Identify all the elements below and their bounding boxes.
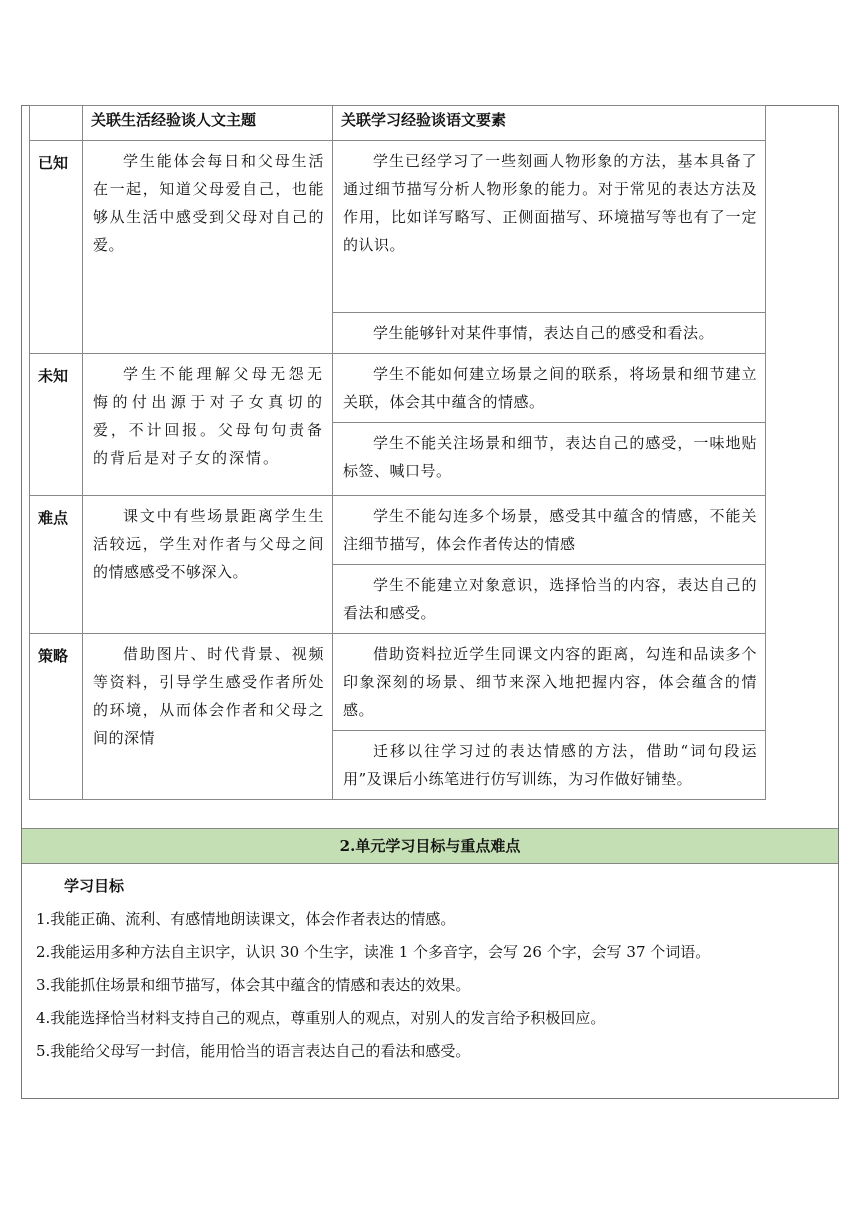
table-row-known [30,141,766,313]
learning-goals [36,870,768,1068]
strategy-study-cell-1: 借助资料拉近学生同课文内容的距离，勾连和品读多个印象深刻的场景、细节来深入地把握内容，体会蕴含的情感。 [333,634,766,731]
known-study-cell-2: 学生能够针对某件事情，表达自己的感受和看法。 [333,312,766,353]
row-label-unknown: 未知 [30,354,83,496]
goal-item-3: 3.我能抓住场景和细节描写，体会其中蕴含的情感和表达的效果。 [36,976,471,994]
goal-item-4: 4.我能选择恰当材料支持自己的观点，尊重别人的观点，对别人的发言给予积极回应。 [36,1009,606,1027]
header-empty-cell [30,106,83,141]
table-row-strategy [30,634,766,731]
learning-analysis-table [29,105,766,800]
goal-item-2: 2.我能运用多种方法自主识字，认识 30 个生字，读准 1 个多音字，会写 26 个字，会写 37 个词语。 [36,943,711,961]
difficulty-study-cell-1: 学生不能勾连多个场景，感受其中蕴含的情感，不能关注细节描写，体会作者传达的情感 [333,496,766,565]
unknown-study-cell-1: 学生不能如何建立场景之间的联系，将场景和细节建立关联，体会其中蕴含的情感。 [333,354,766,423]
goal-item-5: 5.我能给父母写一封信，能用恰当的语言表达自己的看法和感受。 [36,1042,471,1060]
row-label-known: 已知 [30,141,83,354]
known-study-cell-1: 学生已经学习了一些刻画人物形象的方法，基本具备了通过细节描写分析人物形象的能力。对于常见的表达方法及作用，比如详写略写、正侧面描写、环境描写等也有了一定的认识。 [333,141,766,313]
table-row-difficulty [30,496,766,565]
row-label-difficulty: 难点 [30,496,83,634]
goal-item-1: 1.我能正确、流利、有感情地朗读课文，体会作者表达的情感。 [36,910,456,928]
row-label-strategy: 策略 [30,634,83,800]
header-study-experience: 关联学习经验谈语文要素 [333,106,766,141]
unknown-life-cell: 学生不能理解父母无怨无悔的付出源于对子女真切的爱，不计回报。父母句句责备的背后是对子女的深情。 [83,354,333,496]
unknown-study-cell-2: 学生不能关注场景和细节，表达自己的感受，一味地贴标签、喊口号。 [333,423,766,496]
header-life-experience: 关联生活经验谈人文主题 [83,106,333,141]
goals-heading: 学习目标 [64,877,125,895]
section-title-band: 2.单元学习目标与重点难点 [22,828,838,864]
difficulty-study-cell-2: 学生不能建立对象意识，选择恰当的内容，表达自己的看法和感受。 [333,565,766,634]
strategy-study-cell-2: 迁移以往学习过的表达情感的方法，借助“词句段运用”及课后小练笔进行仿写训练，为习作做好铺垫。 [333,731,766,800]
difficulty-life-cell: 课文中有些场景距离学生生活较远，学生对作者与父母之间的情感感受不够深入。 [83,496,333,634]
strategy-life-cell: 借助图片、时代背景、视频等资料，引导学生感受作者所处的环境，从而体会作者和父母之间的深情 [83,634,333,800]
known-life-cell: 学生能体会每日和父母生活在一起，知道父母爱自己，也能够从生活中感受到父母对自己的爱。 [83,141,333,354]
table-row-unknown [30,354,766,423]
table-header-row [30,106,766,141]
